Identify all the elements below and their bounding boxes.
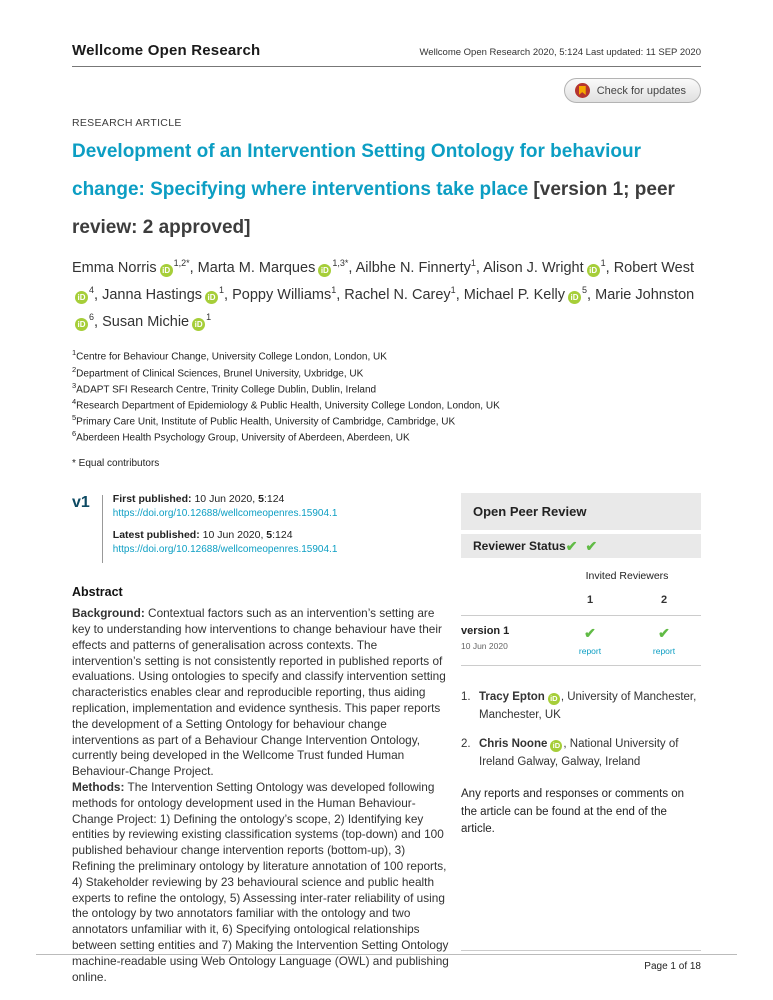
latest-published-doi-link[interactable]: https://doi.org/10.12688/wellcomeopenres.15904.1: [112, 544, 338, 556]
orcid-icon[interactable]: [568, 291, 581, 304]
affiliation: $^6$Aberdeen Health Psychology Group, University of Aberdeen, Aberdeen, UK: [72, 429, 410, 444]
reviewer-status-row: [461, 534, 701, 558]
version-date: 10 Jun 2020: [461, 641, 508, 652]
reviewer-details: Tracy Epton iD , University of Manchester, Manchester, UK: [479, 689, 701, 725]
article-title: [72, 133, 701, 247]
review-cell: [627, 625, 701, 656]
author: Susan MichieiD $^1$: [102, 314, 211, 330]
affiliation: $^2$Department of Clinical Sciences, Brunel University, Uxbridge, UK: [72, 364, 364, 379]
reviewer-column-2: 2: [660, 594, 668, 607]
affiliation: $^4$Research Department of Epidemiology & Public Health, University College London, London, UK: [72, 396, 500, 412]
reviewer-details: Chris Noone iD , National University of Ireland Galway, Galway, Ireland: [479, 736, 701, 772]
check-for-updates-label: Check for updates: [596, 84, 686, 97]
publication-dates: [113, 493, 338, 565]
affiliation: $^1$Centre for Behaviour Change, University College London, London, UK: [72, 348, 387, 363]
publication-divider: [102, 495, 103, 563]
author: Janna HastingsiD $^1$ ,: [102, 287, 232, 303]
affiliation-list: [72, 348, 701, 445]
author: Marie JohnstoniD$^6$ ,: [72, 287, 694, 330]
orcid-icon[interactable]: [160, 264, 173, 277]
author: Emma NorrisiD $^{1,2*}$ ,: [72, 260, 198, 276]
updates-row: [72, 78, 701, 103]
reviewer-list: [461, 689, 701, 782]
header-divider: [72, 66, 701, 67]
report-link[interactable]: report: [578, 646, 602, 657]
abstract-section: [72, 585, 449, 985]
version-tag: v1: [72, 494, 90, 512]
article-title-main: Development of an Intervention Setting Ontology for behaviour change: Specifying where interventions take place: [72, 141, 641, 200]
main-content: [72, 493, 701, 985]
abstract-background: Background: Contextual factors such as an intervention’s setting are key to understanding how interventions to change behaviour have their effects and patterns of generalisation across contexts. The intervention’s setting is not consistently reported in published reports of evaluations. Using ontologies to specify and classify intervention setting characteristics enables clear and reproducible reporting, thus aiding replication, implementation and evidence synthesis. This paper reports the development of a Setting Ontology for behaviour change interventions as part of a Behaviour Change Intervention Ontology, currently being developed in the Wellcome Trust funded Human Behaviour-Change Project.: [72, 606, 446, 779]
footer-divider: [36, 954, 737, 955]
orcid-icon[interactable]: [75, 291, 88, 304]
table-divider: [461, 665, 701, 666]
orcid-icon[interactable]: [550, 740, 562, 752]
affiliation: $^5$Primary Care Unit, Institute of Public Health, University of Cambridge, Cambridge, UK: [72, 412, 456, 428]
approved-check-icon: [584, 625, 596, 641]
sidebar-note: Any reports and responses or comments on the article can be found at the end of the article.: [461, 788, 685, 835]
report-link[interactable]: report: [652, 646, 676, 657]
orcid-icon[interactable]: [205, 291, 218, 304]
abstract-heading: Abstract: [72, 585, 123, 600]
orcid-icon[interactable]: [318, 264, 331, 277]
orcid-icon[interactable]: [192, 318, 205, 331]
sidebar-bottom-divider: [461, 950, 701, 951]
approved-check-icon: [566, 539, 578, 553]
version-cell: [461, 625, 553, 651]
reviewer-status-label: Reviewer Status: [473, 539, 566, 554]
author: Marta M. MarquesiD $^{1,3*}$ ,: [198, 260, 356, 276]
orcid-icon[interactable]: [548, 693, 560, 705]
first-published-line: First published: 10 Jun 2020, 5:124: [112, 493, 285, 506]
reviewer-item: 1. Tracy Epton iD , University of Manchester, Manchester, UK: [461, 689, 701, 725]
orcid-icon[interactable]: [75, 318, 88, 331]
author: Rachel N. Carey$^1$ ,: [344, 287, 463, 303]
page-footer: [36, 954, 737, 972]
abstract-methods: Methods: The Intervention Setting Ontology was developed following methods for ontology development used in the Human Behaviour-Change Project: 1) Defining the ontology’s scope, 2) Identifying key entities by reviewing existing classification systems (top-down) and 100 published behaviour change intervention reports (bottom-up), 3) Refining the preliminary ontology by literature annotation of 100 reports, 4) Stakeholder reviewing by 23 behavioural science and public health experts to refine the ontology, 5) Assessing inter-rater reliability of using the ontology by two annotators familiar with the ontology and two annotators unfamiliar with it, 6) Specifying ontological relationships between setting entities and 7) Making the Intervention Setting Ontology machine-readable using Web Ontology Language (OWL) and publishing online.: [72, 779, 449, 984]
check-for-updates-button[interactable]: [564, 78, 701, 103]
reviewer-column-1: 1: [586, 594, 594, 607]
author: Alison J. WrightiD $^1$ ,: [483, 260, 614, 276]
table-divider: [461, 615, 701, 616]
page-number: Page 1 of 18: [644, 961, 701, 972]
reviewer-item: 2. Chris Noone iD , National University of Ireland Galway, Galway, Ireland: [461, 736, 701, 772]
review-cell: [553, 625, 627, 656]
orcid-icon[interactable]: [587, 264, 600, 277]
article-title-version: [version 1; peer review: 2 approved]: [72, 179, 675, 238]
header-citation: Wellcome Open Research 2020, 5:124 Last updated: 11 SEP 2020: [419, 47, 701, 58]
latest-published-line: Latest published: 10 Jun 2020, 5:124: [112, 529, 293, 542]
approved-check-icon: [585, 539, 597, 553]
author: Michael P. KellyiD $^5$ ,: [464, 287, 595, 303]
affiliation: $^3$ADAPT SFI Research Centre, Trinity College Dublin, Dublin, Ireland: [72, 380, 377, 396]
first-published-doi-link[interactable]: https://doi.org/10.12688/wellcomeopenres.15904.1: [112, 508, 338, 520]
publication-info: [72, 493, 449, 565]
invited-reviewers-label: Invited Reviewers: [585, 570, 669, 583]
author: Ailbhe N. Finnerty$^1$ ,: [356, 260, 484, 276]
equal-contributors-note: * Equal contributors: [72, 458, 160, 470]
sidebar-title: Open Peer Review: [461, 493, 701, 530]
version-name: version 1: [461, 625, 510, 638]
review-table: [461, 570, 701, 675]
journal-name: Wellcome Open Research: [72, 42, 261, 59]
author: Robert WestiD$^4$ ,: [72, 260, 694, 303]
author: Poppy Williams$^1$ ,: [232, 287, 344, 303]
author-list: [72, 255, 701, 335]
article-column: [72, 493, 449, 985]
article-type-label: RESEARCH ARTICLE: [72, 117, 182, 129]
approved-check-icon: [658, 625, 670, 641]
page-header: [72, 42, 701, 59]
crossmark-icon: [575, 83, 590, 98]
open-peer-review-sidebar: [461, 493, 701, 951]
